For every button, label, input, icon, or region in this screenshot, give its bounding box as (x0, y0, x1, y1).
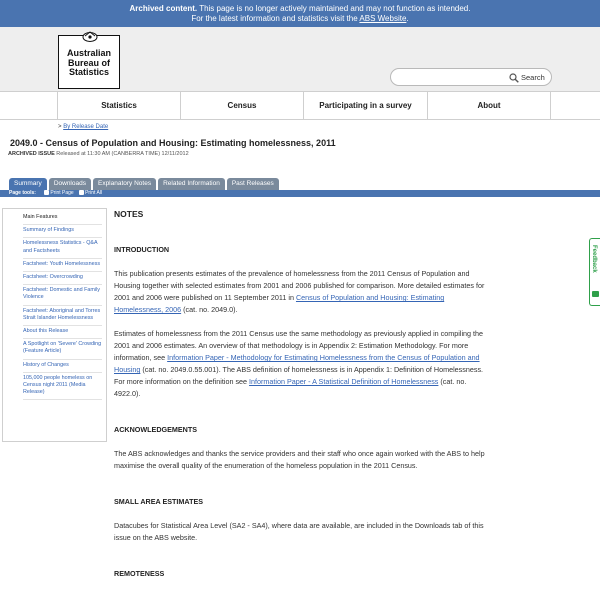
sidebar-item-history-of-changes[interactable]: History of Changes (23, 360, 102, 373)
sidebar-item-severe-crowding[interactable]: A Spotlight on 'Severe' Crowding (Feature Article) (23, 339, 102, 359)
page-title: 2049.0 - Census of Population and Housing: Estimating homelessness, 2011 (10, 138, 336, 148)
introduction-heading: INTRODUCTION (114, 245, 170, 254)
logo-text (59, 49, 119, 78)
breadcrumb-separator: > (58, 124, 62, 130)
archive-banner-period: . (406, 14, 409, 23)
small-area-estimates-heading: SMALL AREA ESTIMATES (114, 497, 204, 506)
site-header (0, 27, 600, 91)
feedback-tab[interactable] (589, 238, 600, 306)
tab-summary[interactable]: Summary (9, 178, 47, 190)
archive-banner-bold: Archived content. (129, 4, 198, 13)
breadcrumb (58, 124, 108, 130)
archive-banner-text-2: For the latest information and statistics visit the (191, 14, 358, 23)
print-icon (44, 190, 49, 195)
sidebar-item-main-features[interactable]: Main Features (23, 212, 102, 225)
sidebar-item-overcrowding[interactable]: Factsheet: Overcrowding (23, 272, 102, 285)
sidebar-item-qa-factsheets[interactable]: Homelessness Statistics - Q&A and Factsheets (23, 238, 102, 258)
tab-downloads[interactable]: Downloads (49, 178, 91, 190)
search-input[interactable] (399, 71, 509, 83)
acknowledgements-paragraph: The ABS acknowledges and thanks the service providers and their staff who once again worked with the ABS to help maximise the overall quality of the enumeration of the homeless population in the 2011 Census. (114, 449, 485, 470)
page-tools-bar (0, 190, 600, 197)
notes-heading: NOTES (114, 209, 144, 219)
tab-related-information[interactable]: Related Information (158, 178, 225, 190)
print-all-label: Print All (85, 190, 103, 196)
acknowledgements-heading: ACKNOWLEDGEMENTS (114, 425, 198, 434)
spacer (114, 556, 494, 568)
print-page-label: Print Page (50, 190, 74, 196)
release-date: Released at 11:30 AM (CANBERRA TIME) 12/11/2012 (56, 151, 189, 157)
intro-p1-text: This publication presents estimates of the prevalence of homelessness from the 2011 Census of Population and Housing together with selected estimates from 2001 and 2006 published for comparison. More detailed estimates for 2001 and 2006 were published on 11 September 2011 in (114, 269, 485, 302)
sidebar-item-youth-homelessness[interactable]: Factsheet: Youth Homelessness (23, 259, 102, 272)
methodology-info-paper-link[interactable]: Information Paper - Methodology for Estimating Homelessness from the Census of Population and Housing (114, 353, 480, 374)
logo-line-2: Bureau of (67, 57, 110, 68)
remoteness-heading: REMOTENESS (114, 569, 165, 578)
introduction-paragraph-1 (114, 268, 494, 316)
print-all-link[interactable] (79, 190, 102, 196)
spacer (114, 484, 494, 496)
logo-line-1: Australian (66, 48, 111, 58)
nav-item-participating[interactable]: Participating in a survey (303, 92, 427, 119)
search-button[interactable] (509, 71, 545, 84)
nav-item-census[interactable]: Census (180, 92, 303, 119)
abs-website-link[interactable]: ABS Website (359, 14, 407, 23)
page-tools-label: Page tools: (9, 190, 36, 196)
coat-of-arms-icon (81, 30, 99, 42)
tab-past-releases[interactable]: Past Releases (227, 178, 279, 190)
statistical-definition-link[interactable]: Information Paper - A Statistical Definition of Homelessness (249, 377, 439, 386)
breadcrumb-link-by-release-date[interactable]: By Release Date (63, 124, 109, 130)
estimating-homelessness-2006-link[interactable]: Census of Population and Housing: Estimating Homelessness, 2006 (114, 293, 445, 314)
main-nav (0, 91, 600, 120)
search-button-label: Search (521, 73, 545, 82)
sidebar-item-domestic-violence[interactable]: Factsheet: Domestic and Family Violence (23, 285, 102, 305)
archived-issue-label: ARCHIVED ISSUE (8, 151, 55, 157)
sidebar-menu (2, 208, 107, 442)
feedback-icon (592, 291, 599, 297)
nav-item-statistics[interactable]: Statistics (57, 92, 180, 119)
tab-bar (9, 178, 279, 190)
nav-divider (550, 92, 600, 119)
abs-logo[interactable] (58, 35, 120, 89)
search-icon (509, 73, 519, 83)
print-page-link[interactable] (44, 190, 73, 196)
sidebar-item-about-release[interactable]: About this Release (23, 326, 102, 339)
intro-p2-mid: (cat. no. 2049.0.55.001). The ABS definition of homelessness is in Appendix 1: Definition of Homelessness. For more information on the definition see (114, 365, 484, 386)
intro-p2-end: (cat. no. 4922.0). (114, 377, 467, 398)
pdf-icon (79, 190, 84, 195)
archived-issue-line (8, 151, 189, 157)
tab-explanatory-notes[interactable]: Explanatory Notes (93, 178, 156, 190)
logo-line-3: Statistics (68, 67, 110, 77)
sidebar-item-media-release[interactable]: 105,000 people homeless on Census night 2011 (Media Release) (23, 373, 102, 401)
intro-p1-end: (cat. no. 2049.0). (183, 305, 238, 314)
intro-p2-text: Estimates of homelessness from the 2011 Census use the same methodology as previously applied in compiling the 2001 and 2006 estimates. An overview of that methodology is in Appendix 2: Estimation Methodology. For more information, see (114, 329, 484, 362)
sidebar-item-aboriginal-homelessness[interactable]: Factsheet: Aboriginal and Torres Strait Islander Homelessness (23, 306, 102, 326)
feedback-label: Feedback (591, 245, 597, 273)
spacer (114, 412, 494, 424)
introduction-paragraph-2 (114, 328, 494, 400)
archive-banner-text: This page is no longer actively maintained and may not function as intended. (199, 4, 471, 13)
search-box (390, 68, 552, 86)
main-content (114, 208, 494, 592)
sidebar-item-summary-of-findings[interactable]: Summary of Findings (23, 225, 102, 238)
small-area-estimates-paragraph: Datacubes for Statistical Area Level (SA2 - SA4), where data are available, are included in the Downloads tab of this issue on the ABS website. (114, 521, 484, 542)
archive-banner (0, 0, 600, 27)
nav-item-about[interactable]: About (427, 92, 550, 119)
